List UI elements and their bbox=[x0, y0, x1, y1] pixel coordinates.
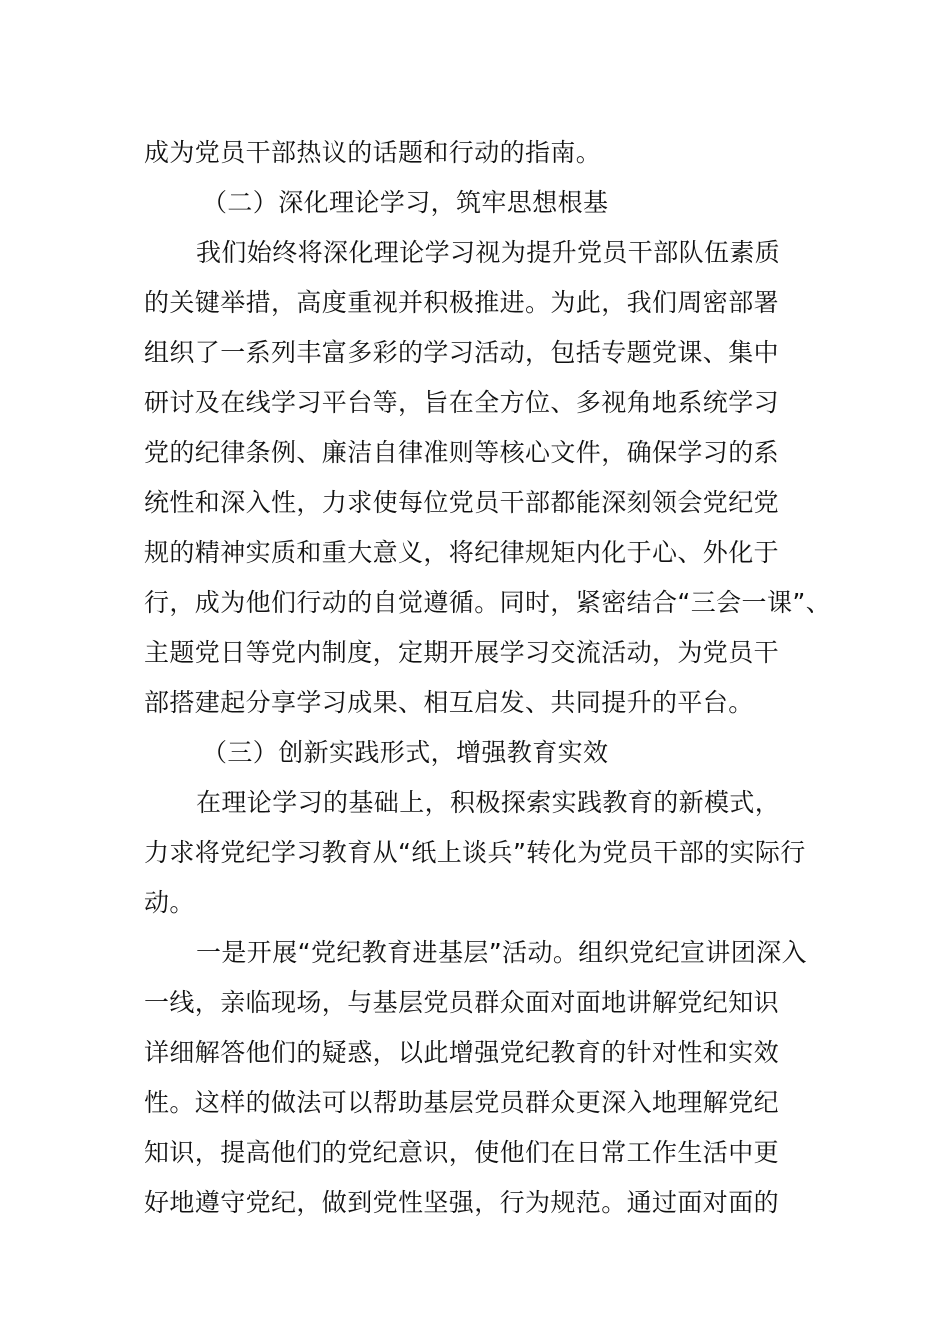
text-line: 行，成为他们行动的自觉遵循。同时，紧密结合“三会一课”、 bbox=[144, 588, 832, 617]
text-line: 成为党员干部热议的话题和行动的指南。 bbox=[144, 138, 602, 167]
section-heading: （三）创新实践形式，增强教育实效 bbox=[202, 738, 609, 767]
text-line: 统性和深入性，力求使每位党员干部都能深刻领会党纪党 bbox=[144, 488, 780, 517]
text-line: 详细解答他们的疑惑，以此增强党纪教育的针对性和实效 bbox=[144, 1038, 780, 1067]
text-line: 知识，提高他们的党纪意识，使他们在日常工作生活中更 bbox=[144, 1138, 780, 1167]
text-line: 我们始终将深化理论学习视为提升党员干部队伍素质 bbox=[196, 238, 781, 267]
text-line: 规的精神实质和重大意义，将纪律规矩内化于心、外化于 bbox=[144, 538, 780, 567]
text-line: 党的纪律条例、廉洁自律准则等核心文件，确保学习的系 bbox=[144, 438, 780, 467]
text-line: 的关键举措，高度重视并积极推进。为此，我们周密部署 bbox=[144, 288, 780, 317]
text-line: 研讨及在线学习平台等，旨在全方位、多视角地系统学习 bbox=[144, 388, 780, 417]
text-line: 性。这样的做法可以帮助基层党员群众更深入地理解党纪 bbox=[144, 1088, 780, 1117]
text-line: 部搭建起分享学习成果、相互启发、共同提升的平台。 bbox=[144, 688, 754, 717]
text-line: 组织了一系列丰富多彩的学习活动，包括专题党课、集中 bbox=[144, 338, 780, 367]
text-line: 主题党日等党内制度，定期开展学习交流活动，为党员干 bbox=[144, 638, 780, 667]
text-line: 一是开展“党纪教育进基层”活动。组织党纪宣讲团深入 bbox=[196, 938, 807, 967]
text-line: 一线，亲临现场，与基层党员群众面对面地讲解党纪知识 bbox=[144, 988, 780, 1017]
text-line: 在理论学习的基础上，积极探索实践教育的新模式， bbox=[196, 788, 781, 817]
document-body bbox=[144, 128, 832, 1228]
text-line: 力求将党纪学习教育从“纸上谈兵”转化为党员干部的实际行 bbox=[144, 838, 806, 867]
text-line: 动。 bbox=[144, 888, 195, 917]
section-heading: （二）深化理论学习，筑牢思想根基 bbox=[202, 188, 609, 217]
text-line: 好地遵守党纪，做到党性坚强，行为规范。通过面对面的 bbox=[144, 1188, 780, 1217]
